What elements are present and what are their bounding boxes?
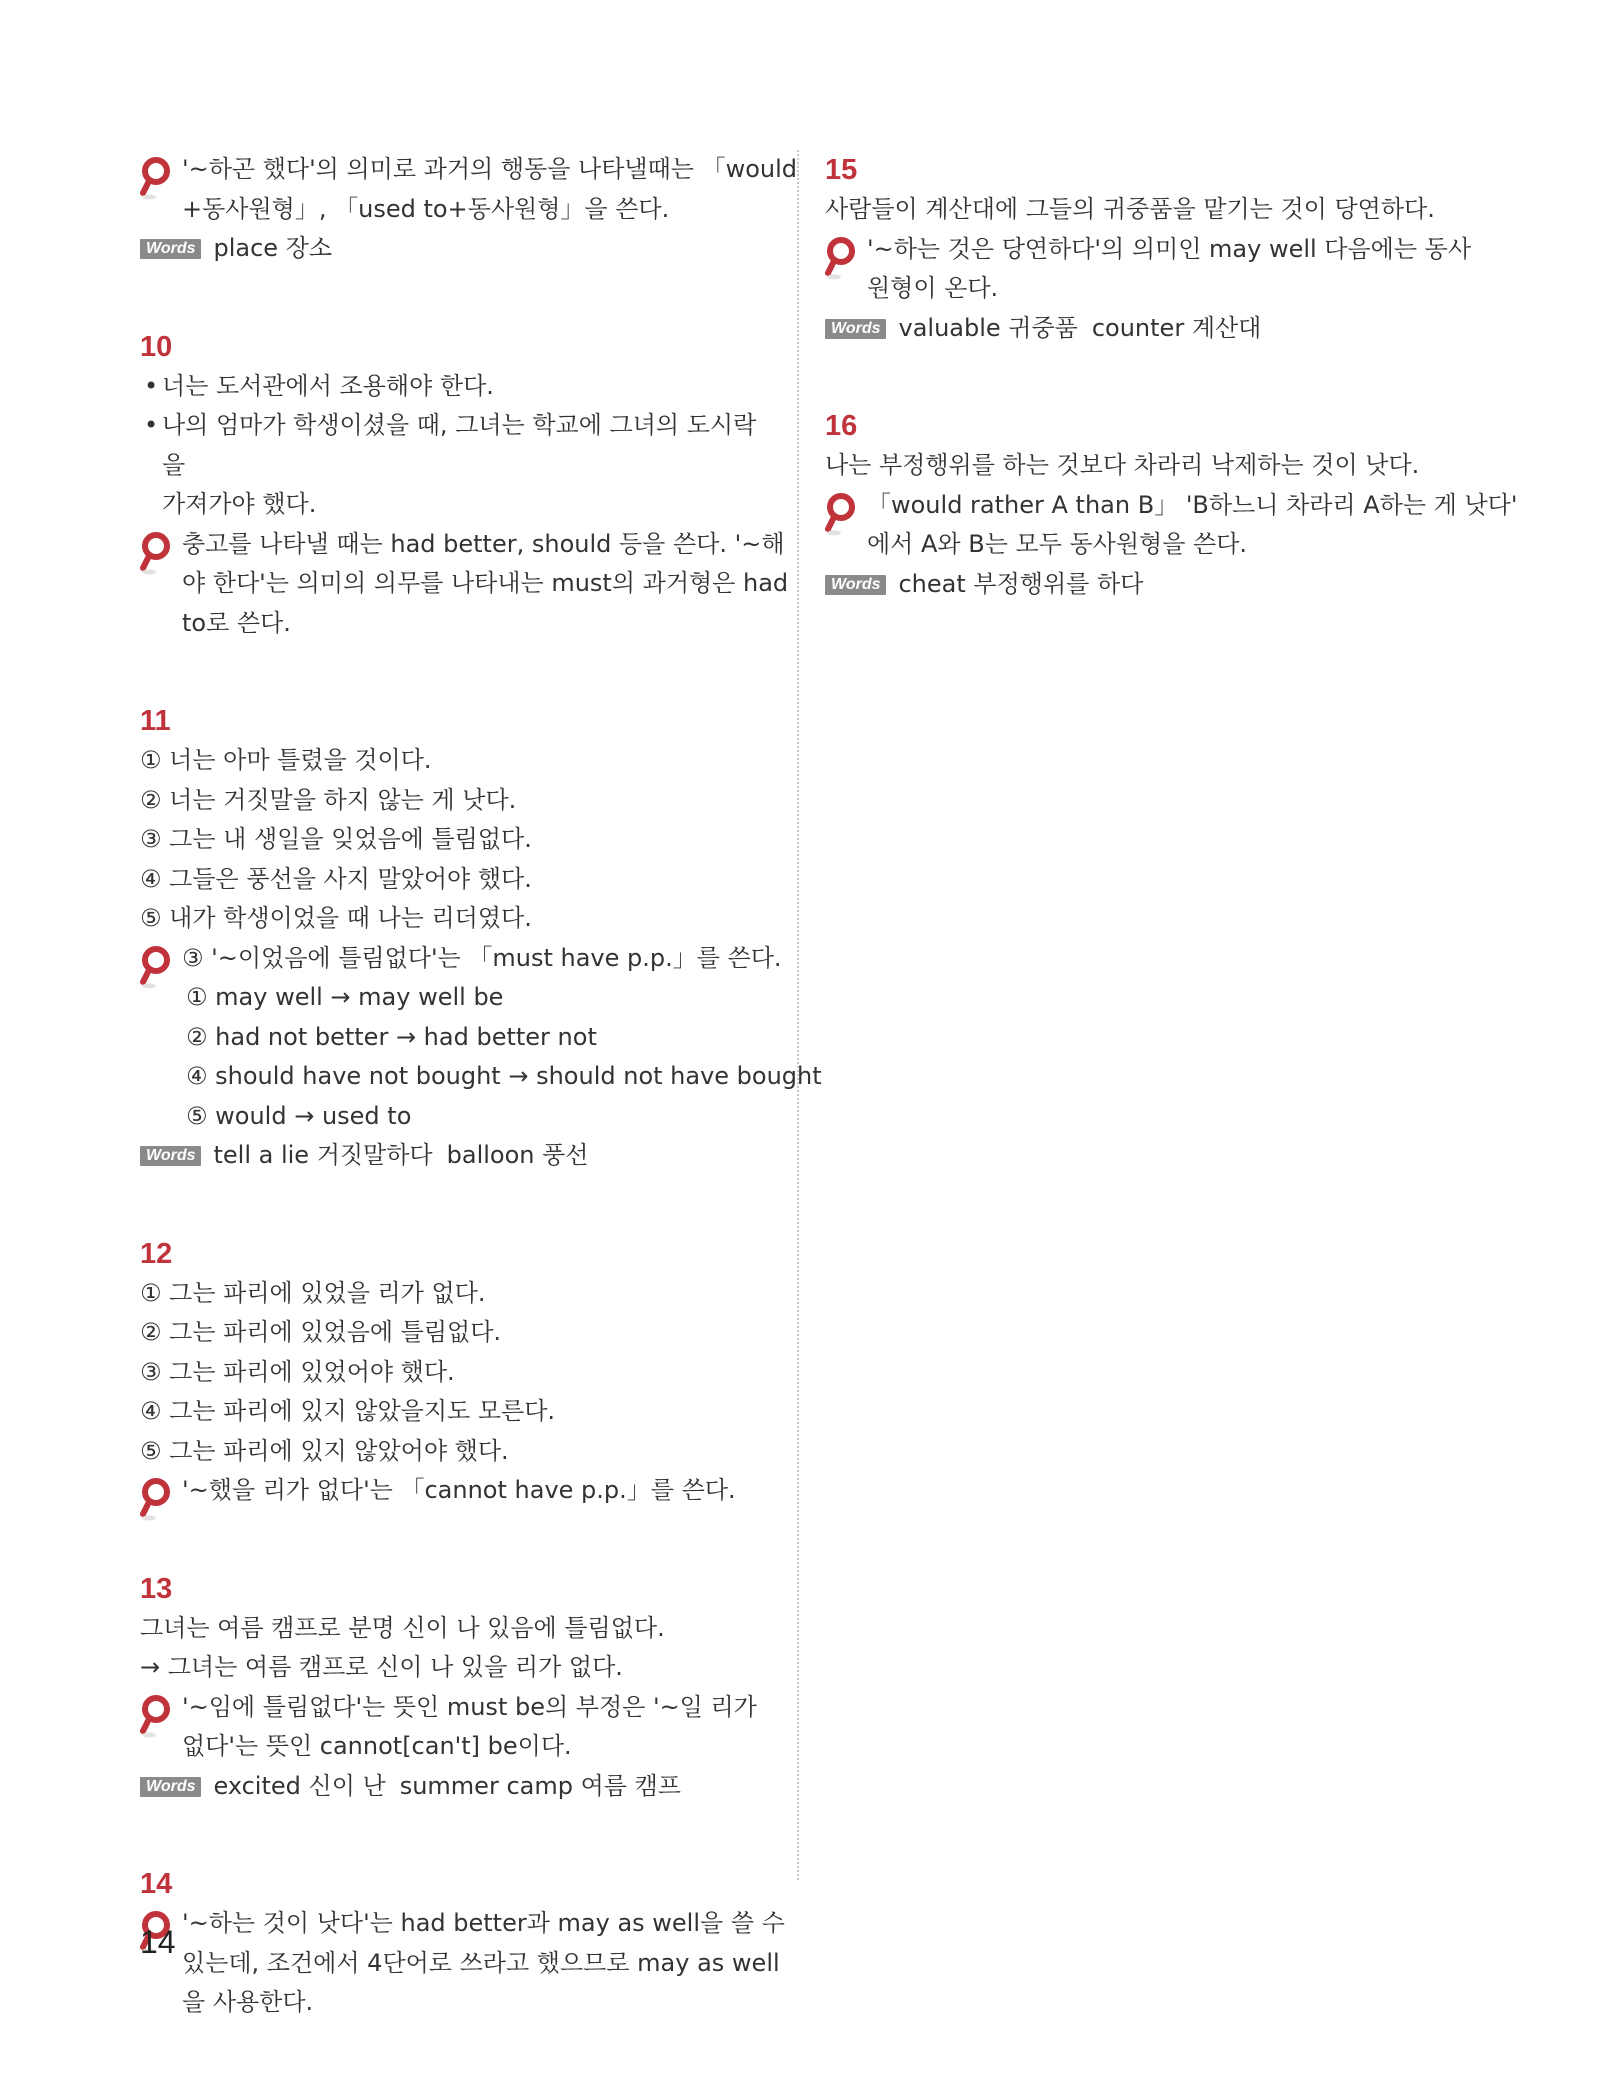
magnifier-icon — [140, 531, 174, 575]
correction: ② had not better → had better not — [186, 1022, 597, 1051]
word-item: excited 신이 난 — [213, 1771, 386, 1800]
word-item: summer camp 여름 캠프 — [399, 1771, 681, 1800]
question-number: 13 — [140, 1572, 173, 1605]
question-number: 10 — [140, 330, 173, 363]
option: ③ 그는 파리에 있었어야 했다. — [140, 1357, 455, 1386]
magnifier-icon — [140, 945, 174, 989]
page-number: 14 — [140, 1924, 176, 1960]
option: ③ 그는 내 생일을 잊었음에 틀림없다. — [140, 825, 532, 853]
tip: 「would rather A than B」 'B하느니 차라리 A하는 게 낫다' 에서 A와 B는 모두 동사원형을 쓴다. — [825, 486, 1455, 565]
question-number: 12 — [140, 1237, 173, 1270]
option: ⑤ 내가 학생이었을 때 나는 리더였다. — [140, 904, 532, 932]
column-divider — [797, 150, 799, 1880]
magnifier-icon — [140, 156, 174, 200]
tip: '~했을 리가 없다'는 「cannot have p.p.」를 쓴다. — [140, 1471, 770, 1511]
words-row — [825, 565, 1455, 605]
left-column — [140, 150, 822, 2081]
tip: '~하는 것은 당연하다'의 의미인 may well 다음에는 동사 원형이 온다. — [825, 230, 1455, 309]
option: ⑤ 그는 파리에 있지 않았어야 했다. — [140, 1436, 509, 1465]
right-column — [825, 150, 1518, 662]
tip: 충고를 나타낼 때는 had better, should 등을 쓴다. '~해 야 한다'는 의미의 의무를 나타내는 must의 과거형은 had to로 쓴다. — [140, 525, 770, 644]
question-15: 15 사람들이 계산대에 그들의 귀중품을 맡기는 것이 당연하다. '~하는 것은 당연하다'의 의미인 may well 다음에는 동사 원형이 온다. Words valuable 귀중품 counter 계산대 — [825, 150, 1455, 348]
word-item: place 장소 — [213, 234, 333, 262]
list-item: • 너는 도서관에서 조용해야 한다. — [140, 367, 770, 407]
question-number: 16 — [825, 410, 858, 442]
words-row — [140, 229, 770, 269]
question-10 — [140, 327, 789, 644]
words-badge: Words — [140, 1146, 201, 1166]
tip: '~하는 것이 낫다'는 had better과 may as well을 쓸 수 있는데, 조건에서 4단어로 쓰라고 했으므로 may as well 을 사용한다. — [140, 1904, 770, 2023]
question-11 — [140, 701, 822, 1176]
word-item: balloon 풍선 — [446, 1141, 589, 1169]
words-row — [825, 309, 1455, 349]
magnifier-icon — [825, 236, 859, 280]
top-block — [140, 150, 797, 269]
words-row — [140, 1767, 770, 1807]
correction: ④ should have not bought → should not have bought — [186, 1062, 822, 1090]
magnifier-icon — [140, 1694, 174, 1738]
correction: ⑤ would → used to — [186, 1101, 412, 1130]
words-badge: Words — [825, 319, 886, 339]
option: ① 너는 아마 틀렸을 것이다. — [140, 746, 432, 774]
words-badge: Words — [140, 239, 201, 259]
question-13: 13 그녀는 여름 캠프로 분명 신이 나 있음에 틀림없다. → 그녀는 여름 캠프로 신이 나 있을 리가 없다. '~임에 틀림없다'는 뜻인 must be의 부정은 '~일 리가 없다'는 뜻인 cannot[can't] be이다. Words excited 신이 난 summer camp 여름 캠프 — [140, 1569, 770, 1807]
option: ② 그는 파리에 있었음에 틀림없다. — [140, 1318, 502, 1346]
correction: ① may well → may well be — [186, 983, 504, 1011]
question-12 — [140, 1234, 770, 1511]
question-16: 16 나는 부정행위를 하는 것보다 차라리 낙제하는 것이 낫다. 「would rather A than B」 'B하느니 차라리 A하는 게 낫다' 에서 A와 B는 모두 동사원형을 쓴다. Words cheat 부정행위를 하다 — [825, 406, 1455, 604]
list-item: • 나의 엄마가 학생이셨을 때, 그녀는 학교에 그녀의 도시락을 가져가야 했다. — [140, 406, 770, 525]
question-number: 15 — [825, 154, 858, 186]
question-number: 14 — [140, 1868, 173, 1900]
tip: ③ '~이었음에 틀림없다'는 「must have p.p.」를 쓴다. ① may well → may well be ② had not better → had better not ④ should have not bought → should not have bought ⑤ would → used to — [140, 939, 770, 1137]
question-14 — [140, 1864, 785, 2023]
word-item: counter 계산대 — [1091, 313, 1262, 342]
option: ② 너는 거짓말을 하지 않는 게 낫다. — [140, 785, 517, 814]
tip: '~하곤 했다'의 의미로 과거의 행동을 나타낼때는 「would +동사원형」, 「used to+동사원형」을 쓴다. — [140, 150, 770, 229]
option: ④ 그들은 풍선을 사지 말았어야 했다. — [140, 864, 532, 893]
words-badge: Words — [140, 1777, 201, 1797]
option: ④ 그는 파리에 있지 않았을지도 모른다. — [140, 1397, 556, 1425]
magnifier-icon — [140, 1477, 174, 1521]
words-row — [140, 1136, 770, 1176]
magnifier-icon — [825, 492, 859, 536]
words-badge: Words — [825, 575, 886, 595]
word-item: tell a lie 거짓말하다 — [213, 1141, 433, 1169]
question-number: 11 — [140, 705, 171, 737]
word-item: cheat 부정행위를 하다 — [898, 569, 1144, 598]
word-item: valuable 귀중품 — [898, 313, 1078, 342]
option: ① 그는 파리에 있었을 리가 없다. — [140, 1278, 486, 1307]
tip: '~임에 틀림없다'는 뜻인 must be의 부정은 '~일 리가 없다'는 뜻인 cannot[can't] be이다. — [140, 1688, 770, 1767]
